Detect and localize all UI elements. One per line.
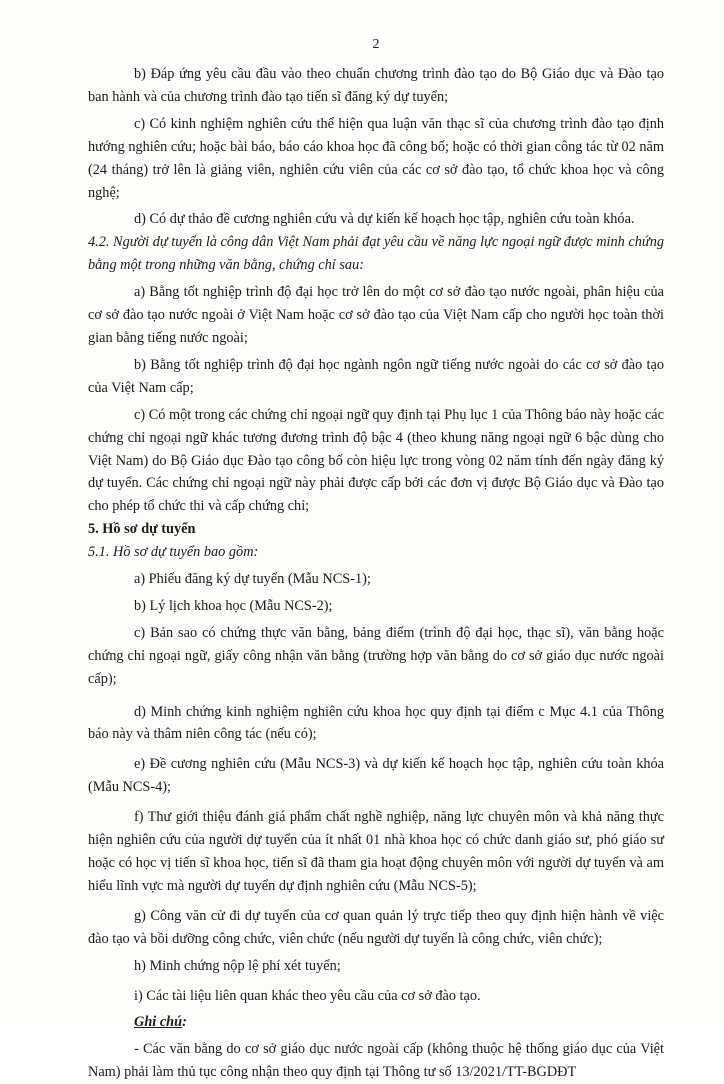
paragraph-4-1-b: b) Đáp ứng yêu cầu đầu vào theo chuẩn chương trình đào tạo do Bộ Giáo dục và Đào tạo ban hành và của chương trình đào tạo tiến sĩ đăng ký dự tuyển;: [88, 66, 664, 105]
paragraph-5-1-h: h) Minh chứng nộp lệ phí xét tuyển;: [134, 957, 341, 974]
note-label-colon: :: [182, 1014, 187, 1031]
section-5-heading: 5. Hồ sơ dự tuyển: [88, 521, 196, 538]
section-5-1-heading: 5.1. Hồ sơ dự tuyển bao gồm:: [88, 544, 259, 561]
paragraph-5-1-e: e) Đề cương nghiên cứu (Mẫu NCS-3) và dự kiến kế hoạch học tập, nghiên cứu toàn khóa (Mẫu NCS-4);: [88, 756, 664, 796]
paragraph-5-1-g: g) Công văn cử đi dự tuyển của cơ quan quản lý trực tiếp theo quy định hiện hành về việc đào tạo và bồi dưỡng công chức, viên chức (nếu người dự tuyển là công chức, viên chức);: [88, 907, 664, 947]
paragraph-5-1-d: d) Minh chứng kinh nghiệm nghiên cứu khoa học quy định tại điểm c Mục 4.1 của Thông báo này và thâm niên công tác (nếu có);: [88, 703, 664, 743]
note-label-text: Ghi chú: [134, 1014, 183, 1031]
note-label: [88, 1011, 664, 1034]
note-paragraph: - Các văn bằng do cơ sở giáo dục nước ngoài cấp (không thuộc hệ thống giáo dục của Việt Nam) phải làm thủ tục công nhận theo quy định tại Thông tư số 13/2021/TT-BGDĐT: [88, 1041, 664, 1081]
section-4-2-heading: 4.2. Người dự tuyển là công dân Việt Nam phải đạt yêu cầu về năng lực ngoại ngữ được minh chứng bằng một trong những văn bằng, chứng chỉ sau:: [88, 234, 664, 274]
paragraph-4-2-b: b) Bằng tốt nghiệp trình độ đại học ngành ngôn ngữ tiếng nước ngoài do các cơ sở đào tạo của Việt Nam cấp;: [88, 356, 664, 396]
paragraph-5-1-b: b) Lý lịch khoa học (Mẫu NCS-2);: [134, 597, 333, 614]
paragraph-5-1-c: c) Bản sao có chứng thực văn bằng, bảng điểm (trình độ đại học, thạc sĩ), văn bằng hoặc chứng chỉ ngoại ngữ, giấy công nhận văn bằng (trường hợp văn bằng do cơ sở giáo dục nước ngoài cấp);: [88, 624, 664, 687]
page-number: 2: [372, 37, 380, 52]
paragraph-5-1-i: i) Các tài liệu liên quan khác theo yêu cầu của cơ sở đào tạo.: [134, 987, 481, 1004]
paragraph-5-1-a: a) Phiếu đăng ký dự tuyển (Mẫu NCS-1);: [134, 571, 371, 588]
paragraph-4-2-c: c) Có một trong các chứng chỉ ngoại ngữ quy định tại Phụ lục 1 của Thông báo này hoặc các chứng chỉ ngoại ngữ khác tương đương trình độ bậc 4 (theo khung năng ngoại ngữ 6 bậc dùng cho Việt Nam) do Bộ Giáo dục Đào tạo công bố còn hiệu lực trong vòng 02 năm tính đến ngày đăng ký dự tuyển. Các chứng chỉ ngoại ngữ này phải được cấp bởi các đơn vị được Bộ Giáo dục và Đào tạo cho phép tổ chức thi và cấp chứng chỉ;: [88, 406, 664, 515]
paragraph-4-2-a: a) Bằng tốt nghiệp trình độ đại học trở lên do một cơ sở đào tạo nước ngoài, phân hiệu của cơ sở đào tạo nước ngoài ở Việt Nam hoặc cơ sở đào tạo của Việt Nam cấp cho người học toàn thời gian bằng tiếng nước ngoài;: [88, 284, 664, 346]
paragraph-5-1-f: f) Thư giới thiệu đánh giá phẩm chất nghề nghiệp, năng lực chuyên môn và khả năng thực hiện nghiên cứu của người dự tuyển của ít nhất 01 nhà khoa học có chức danh giáo sư, phó giáo sư hoặc có học vị tiến sĩ khoa học, tiến sĩ đã tham gia hoạt động chuyên môn với người dự tuyển và am hiểu lĩnh vực mà người dự tuyển dự định nghiên cứu (Mẫu NCS-5);: [88, 809, 664, 894]
paragraph-4-1-c: c) Có kinh nghiệm nghiên cứu thể hiện qua luận văn thạc sĩ của chương trình đào tạo định hướng nghiên cứu; hoặc bài báo, báo cáo khoa học đã công bố; hoặc có thời gian công tác từ 02 năm (24 tháng) trở lên là giảng viên, nghiên cứu viên của các cơ sở đào tạo, tổ chức khoa học và công nghệ;: [88, 115, 664, 201]
paragraph-4-1-d: d) Có dự thảo đề cương nghiên cứu và dự kiến kế hoạch học tập, nghiên cứu toàn khóa.: [134, 211, 635, 228]
